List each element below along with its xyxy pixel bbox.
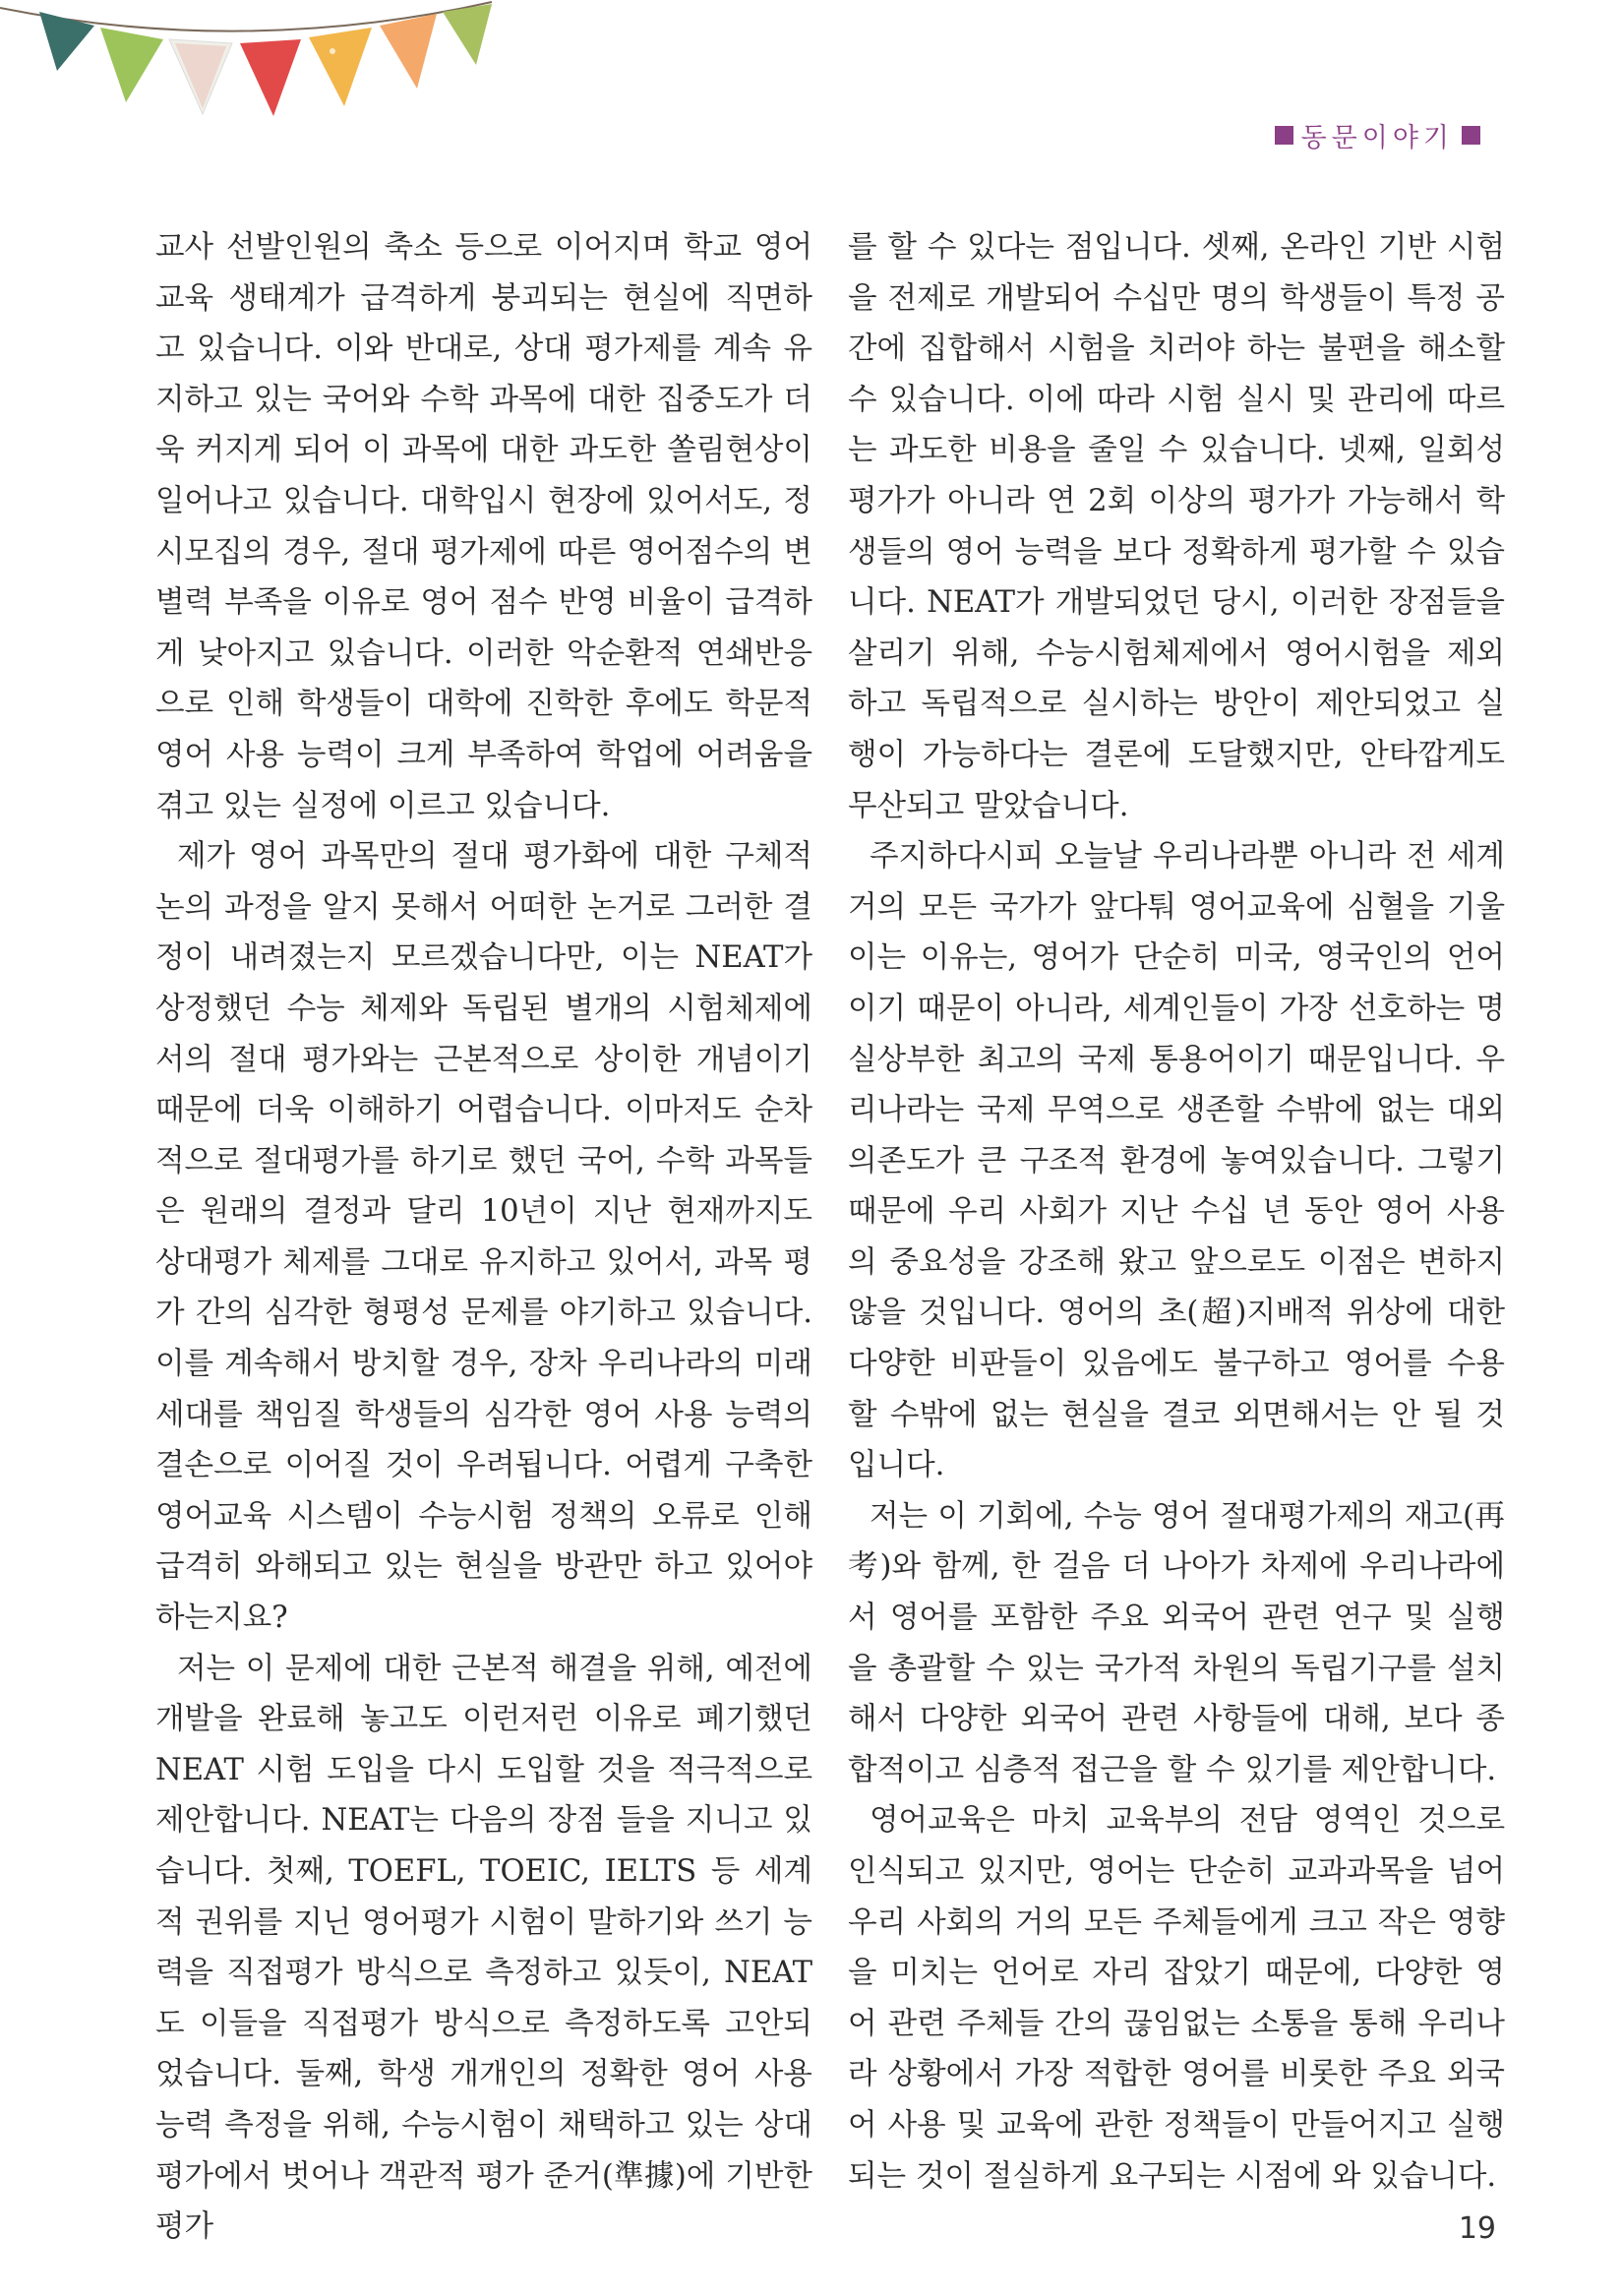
paragraph: 저는 이 문제에 대한 근본적 해결을 위해, 예전에 개발을 완료해 놓고도 이런저런 이유로 폐기했던 NEAT 시험 도입을 다시 도입할 것을 적극적으로 제안합니다. NEAT는 다음의 장점 들을 지니고 있습니다. 첫째, TOEFL, TOEIC, IELTS 등 세계적 권위를 지닌 영어평가 시험이 말하기와 쓰기 능력을 직접평가 방식으로 측정하고 있듯이, NEAT도 이들을 직접평가 방식으로 측정하도록 고안되었습니다. 둘째, 학생 개개인의 정확한 영어 사용 능력 측정을 위해, 수능시험이 채택하고 있는 상대 평가에서 벗어나 객관적 평가 준거(準據)에 기반한 평가 [155,1651,812,2245]
section-label [1267,116,1488,154]
page-number: 19 [1458,2211,1496,2246]
section-label-text: 동문이야기 [1300,123,1454,153]
square-bullet-icon [1462,126,1480,145]
text-column-left [155,222,812,2253]
square-bullet-icon [1275,126,1293,145]
paragraph: 영어교육은 마치 교육부의 전담 영역인 것으로 인식되고 있지만, 영어는 단순히 교과과목을 넘어 우리 사회의 거의 모든 주체들에게 크고 작은 영향을 미치는 언어로 자리 잡았기 때문에, 다양한 영어 관련 주체들 간의 끊임없는 소통을 통해 우리나라 상황에서 가장 적합한 영어를 비롯한 주요 외국어 사용 및 교육에 관한 정책들이 만들어지고 실행되는 것이 절실하게 요구되는 시점에 와 있습니다. [848,1803,1505,2194]
text-column-right [848,222,1505,2202]
paragraph: 제가 영어 과목만의 절대 평가화에 대한 구체적 논의 과정을 알지 못해서 어떠한 논거로 그러한 결정이 내려졌는지 모르겠습니다만, 이는 NEAT가 상정했던 수능 체제와 독립된 별개의 시험체제에서의 절대 평가와는 근본적으로 상이한 개념이기 때문에 더욱 이해하기 어렵습니다. 이마저도 순차적으로 절대평가를 하기로 했던 국어, 수학 과목들은 원래의 결정과 달리 10년이 지난 현재까지도 상대평가 체제를 그대로 유지하고 있어서, 과목 평가 간의 심각한 형평성 문제를 야기하고 있습니다. 이를 계속해서 방치할 경우, 장차 우리나라의 미래세대를 책임질 학생들의 심각한 영어 사용 능력의 결손으로 이어질 것이 우려됩니다. 어렵게 구축한 영어교육 시스템이 수능시험 정책의 오류로 인해 급격히 와해되고 있는 현실을 방관만 하고 있어야 하는지요? [155,839,812,1636]
paragraph: 주지하다시피 오늘날 우리나라뿐 아니라 전 세계 거의 모든 국가가 앞다퉈 영어교육에 심혈을 기울이는 이유는, 영어가 단순히 미국, 영국인의 언어이기 때문이 아니라, 세계인들이 가장 선호하는 명실상부한 최고의 국제 통용어이기 때문입니다. 우리나라는 국제 무역으로 생존할 수밖에 없는 대외 의존도가 큰 구조적 환경에 놓여있습니다. 그렇기 때문에 우리 사회가 지난 수십 년 동안 영어 사용의 중요성을 강조해 왔고 앞으로도 이점은 변하지 않을 것입니다. 영어의 초(超)지배적 위상에 대한 다양한 비판들이 있음에도 불구하고 영어를 수용할 수밖에 없는 현실을 결코 외면해서는 안 될 것입니다. [848,839,1505,1483]
paragraph: 교사 선발인원의 축소 등으로 이어지며 학교 영어 교육 생태계가 급격하게 붕괴되는 현실에 직면하고 있습니다. 이와 반대로, 상대 평가제를 계속 유지하고 있는 국어와 수학 과목에 대한 집중도가 더욱 커지게 되어 이 과목에 대한 과도한 쏠림현상이 일어나고 있습니다. 대학입시 현장에 있어서도, 정시모집의 경우, 절대 평가제에 따른 영어점수의 변별력 부족을 이유로 영어 점수 반영 비율이 급격하게 낮아지고 있습니다. 이러한 악순환적 연쇄반응으로 인해 학생들이 대학에 진학한 후에도 학문적 영어 사용 능력이 크게 부족하여 학업에 어려움을 겪고 있는 실정에 이르고 있습니다. [155,230,812,823]
bunting-flags-icon [0,0,511,138]
paragraph: 를 할 수 있다는 점입니다. 셋째, 온라인 기반 시험을 전제로 개발되어 수십만 명의 학생들이 특정 공간에 집합해서 시험을 치러야 하는 불편을 해소할 수 있습니다. 이에 따라 시험 실시 및 관리에 따르는 과도한 비용을 줄일 수 있습니다. 넷째, 일회성 평가가 아니라 연 2회 이상의 평가가 가능해서 학생들의 영어 능력을 보다 정확하게 평가할 수 있습니다. NEAT가 개발되었던 당시, 이러한 장점들을 살리기 위해, 수능시험체제에서 영어시험을 제외하고 독립적으로 실시하는 방안이 제안되었고 실행이 가능하다는 결론에 도달했지만, 안타깝게도 무산되고 말았습니다. [848,230,1505,823]
paragraph: 저는 이 기회에, 수능 영어 절대평가제의 재고(再考)와 함께, 한 걸음 더 나아가 차제에 우리나라에서 영어를 포함한 주요 외국어 관련 연구 및 실행을 총괄할 수 있는 국가적 차원의 독립기구를 설치해서 다양한 외국어 관련 사항들에 대해, 보다 종합적이고 심층적 접근을 할 수 있기를 제안합니다. [848,1498,1505,1787]
